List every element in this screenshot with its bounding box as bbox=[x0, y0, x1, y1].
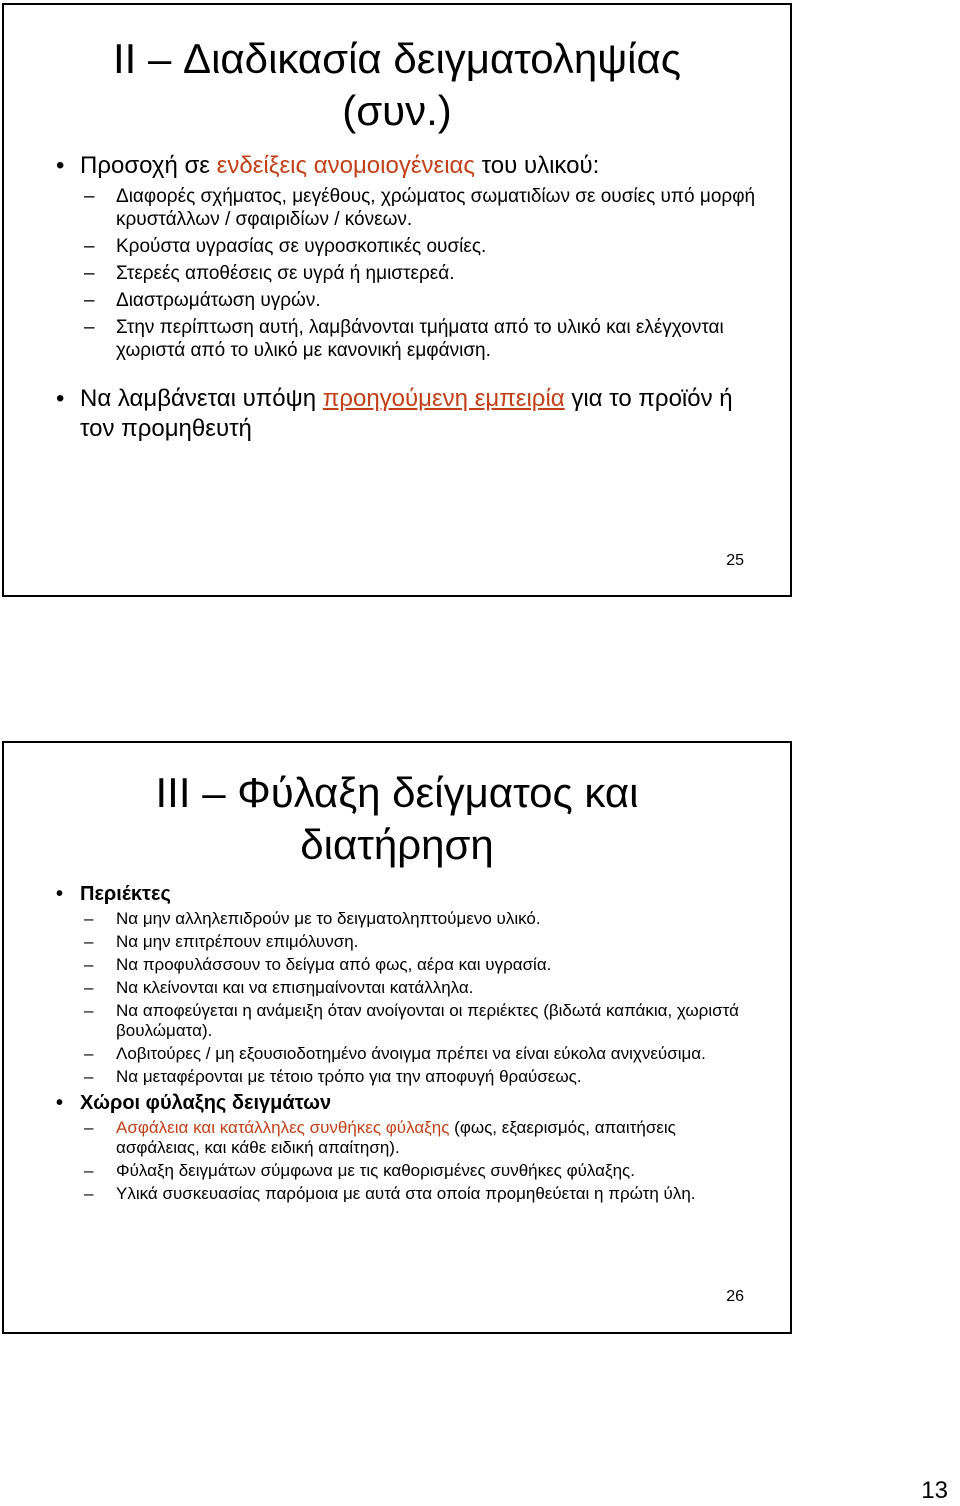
list-item: – Διαφορές σχήματος, μεγέθους, χρώματος σωματιδίων σε ουσίες υπό μορφή κρυστάλλων / σφαιριδίων / κόνεων. bbox=[52, 185, 760, 231]
slide-number: 25 bbox=[726, 552, 744, 569]
bullet-heterogeneity bbox=[52, 151, 760, 181]
slide-25 bbox=[2, 3, 792, 597]
slide-number: 26 bbox=[726, 1288, 744, 1305]
section-heading-containers: • Περιέκτες bbox=[52, 882, 760, 906]
list-item: – Υλικά συσκευασίας παρόμοια με αυτά στα οποία προμηθεύεται η πρώτη ύλη. bbox=[52, 1184, 760, 1204]
bullet-experience bbox=[52, 384, 760, 444]
bullet-text: Προσοχή σε bbox=[80, 152, 217, 179]
slide-content bbox=[52, 151, 760, 444]
list-item: – Στην περίπτωση αυτή, λαμβάνονται τμήματα από το υλικό και ελέγχονται χωριστά από το υλικό με κανονική εμφάνιση. bbox=[52, 316, 760, 362]
slide-26 bbox=[2, 741, 792, 1334]
list-item-text: (φως, εξαερισμός, απαιτήσεις ασφάλειας, και κάθε ειδική απαίτηση). bbox=[116, 1118, 676, 1157]
slide-title: III – Φύλαξη δείγματος και διατήρηση bbox=[155, 769, 639, 868]
list-item: – Λοβιτούρες / μη εξουσιοδοτημένο άνοιγμα πρέπει να είναι εύκολα ανιχνεύσιμα. bbox=[52, 1044, 760, 1064]
bullet-text: του υλικού: bbox=[475, 152, 600, 179]
highlight-link-text: προηγούμενη εμπειρία bbox=[322, 385, 565, 412]
list-item: – Να μην αλληλεπιδρούν με το δειγματοληπτούμενο υλικό. bbox=[52, 909, 760, 929]
list-item bbox=[52, 1118, 760, 1158]
list-item: – Να αποφεύγεται η ανάμειξη όταν ανοίγονται οι περιέκτες (βιδωτά καπάκια, χωριστά βουλώματα). bbox=[52, 1001, 760, 1041]
page-number: 13 bbox=[921, 1477, 948, 1504]
list-item: – Φύλαξη δειγμάτων σύμφωνα με τις καθορισμένες συνθήκες φύλαξης. bbox=[52, 1161, 760, 1181]
list-item: – Διαστρωμάτωση υγρών. bbox=[52, 289, 760, 312]
list-item: – Να κλείνονται και να επισημαίνονται κατάλληλα. bbox=[52, 978, 760, 998]
list-item: – Στερεές αποθέσεις σε υγρά ή ημιστερεά. bbox=[52, 262, 760, 285]
list-item: – Να μεταφέρονται με τέτοιο τρόπο για την αποφυγή θραύσεως. bbox=[52, 1067, 760, 1087]
section-heading-storage: • Χώροι φύλαξης δειγμάτων bbox=[52, 1091, 760, 1115]
highlight-text: ενδείξεις ανομοιογένειας bbox=[216, 152, 475, 179]
spacer bbox=[52, 362, 760, 384]
list-item: – Κρούστα υγρασίας σε υγροσκοπικές ουσίες. bbox=[52, 235, 760, 258]
highlight-text: Ασφάλεια και κατάλληλες συνθήκες φύλαξης bbox=[116, 1118, 450, 1137]
list-item: – Να μην επιτρέπουν επιμόλυνση. bbox=[52, 932, 760, 952]
bullet-text: Να λαμβάνεται υπόψη bbox=[80, 385, 323, 412]
slide-title: II – Διαδικασία δειγματοληψίας (συν.) bbox=[112, 35, 681, 134]
bullet-text: για το προϊόν ή τον προμηθευτή bbox=[80, 385, 733, 442]
slide-content bbox=[52, 882, 760, 1204]
list-item: – Να προφυλάσσουν το δείγμα από φως, αέρα και υγρασία. bbox=[52, 955, 760, 975]
